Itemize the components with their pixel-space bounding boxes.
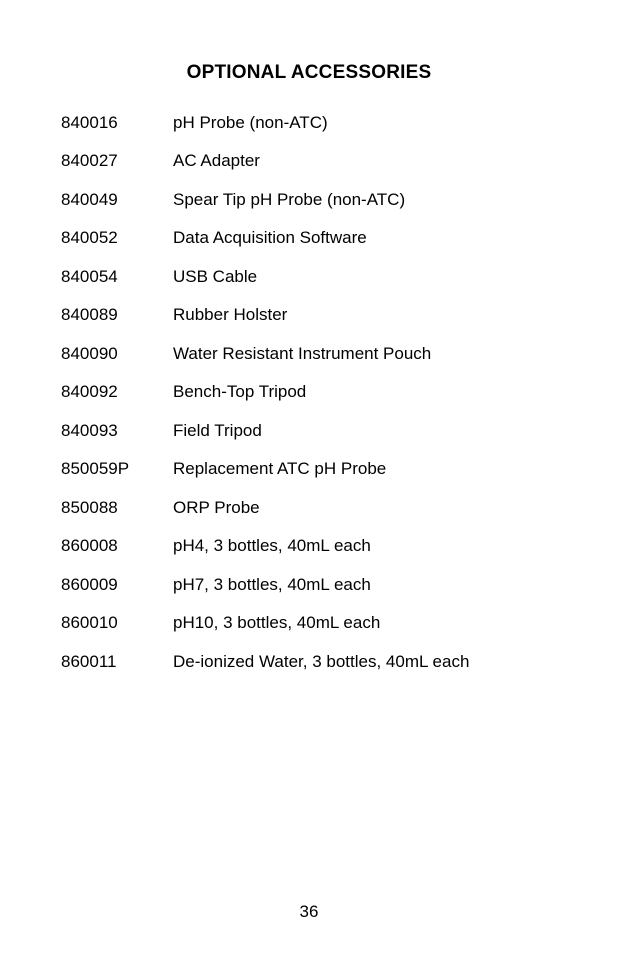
part-description: Bench-Top Tripod [173,382,307,402]
part-number: 860011 [61,651,117,671]
part-number: 840052 [61,228,118,248]
list-item [61,565,581,604]
list-item [61,373,581,412]
part-number: 860009 [61,574,118,594]
accessories-list [61,103,581,681]
part-description: Data Acquisition Software [173,228,367,248]
part-description: USB Cable [173,266,258,286]
part-number: 850088 [61,497,118,517]
part-description: Field Tripod [173,420,262,440]
list-item [61,488,581,527]
list-item [61,142,581,181]
list-item [61,642,581,681]
part-description: ORP Probe [173,497,260,517]
list-item [61,450,581,489]
list-item [61,296,581,335]
part-number: 860010 [61,613,118,633]
part-number: 860008 [61,536,118,556]
part-description: De-ionized Water, 3 bottles, 40mL each [173,651,470,671]
part-number: 840027 [61,151,118,171]
part-number: 840089 [61,305,118,325]
part-number: 850059P [61,459,130,479]
list-item [61,103,581,142]
page-title: OPTIONAL ACCESSORIES [186,62,432,83]
page-number: 36 [299,902,319,921]
part-number: 840054 [61,266,118,286]
part-number: 840093 [61,420,118,440]
part-description: Spear Tip pH Probe (non-ATC) [173,189,406,209]
part-description: Water Resistant Instrument Pouch [173,343,432,363]
part-description: pH4, 3 bottles, 40mL each [173,536,371,556]
part-description: Replacement ATC pH Probe [173,459,387,479]
list-item [61,180,581,219]
part-description: pH Probe (non-ATC) [173,112,328,132]
list-item [61,411,581,450]
list-item [61,604,581,643]
part-description: Rubber Holster [173,305,288,325]
part-number: 840016 [61,112,118,132]
list-item [61,334,581,373]
part-number: 840049 [61,189,118,209]
part-description: pH7, 3 bottles, 40mL each [173,574,371,594]
part-description: pH10, 3 bottles, 40mL each [173,613,381,633]
part-description: AC Adapter [173,151,260,171]
list-item [61,257,581,296]
part-number: 840090 [61,343,118,363]
part-number: 840092 [61,382,118,402]
list-item [61,527,581,566]
list-item [61,219,581,258]
